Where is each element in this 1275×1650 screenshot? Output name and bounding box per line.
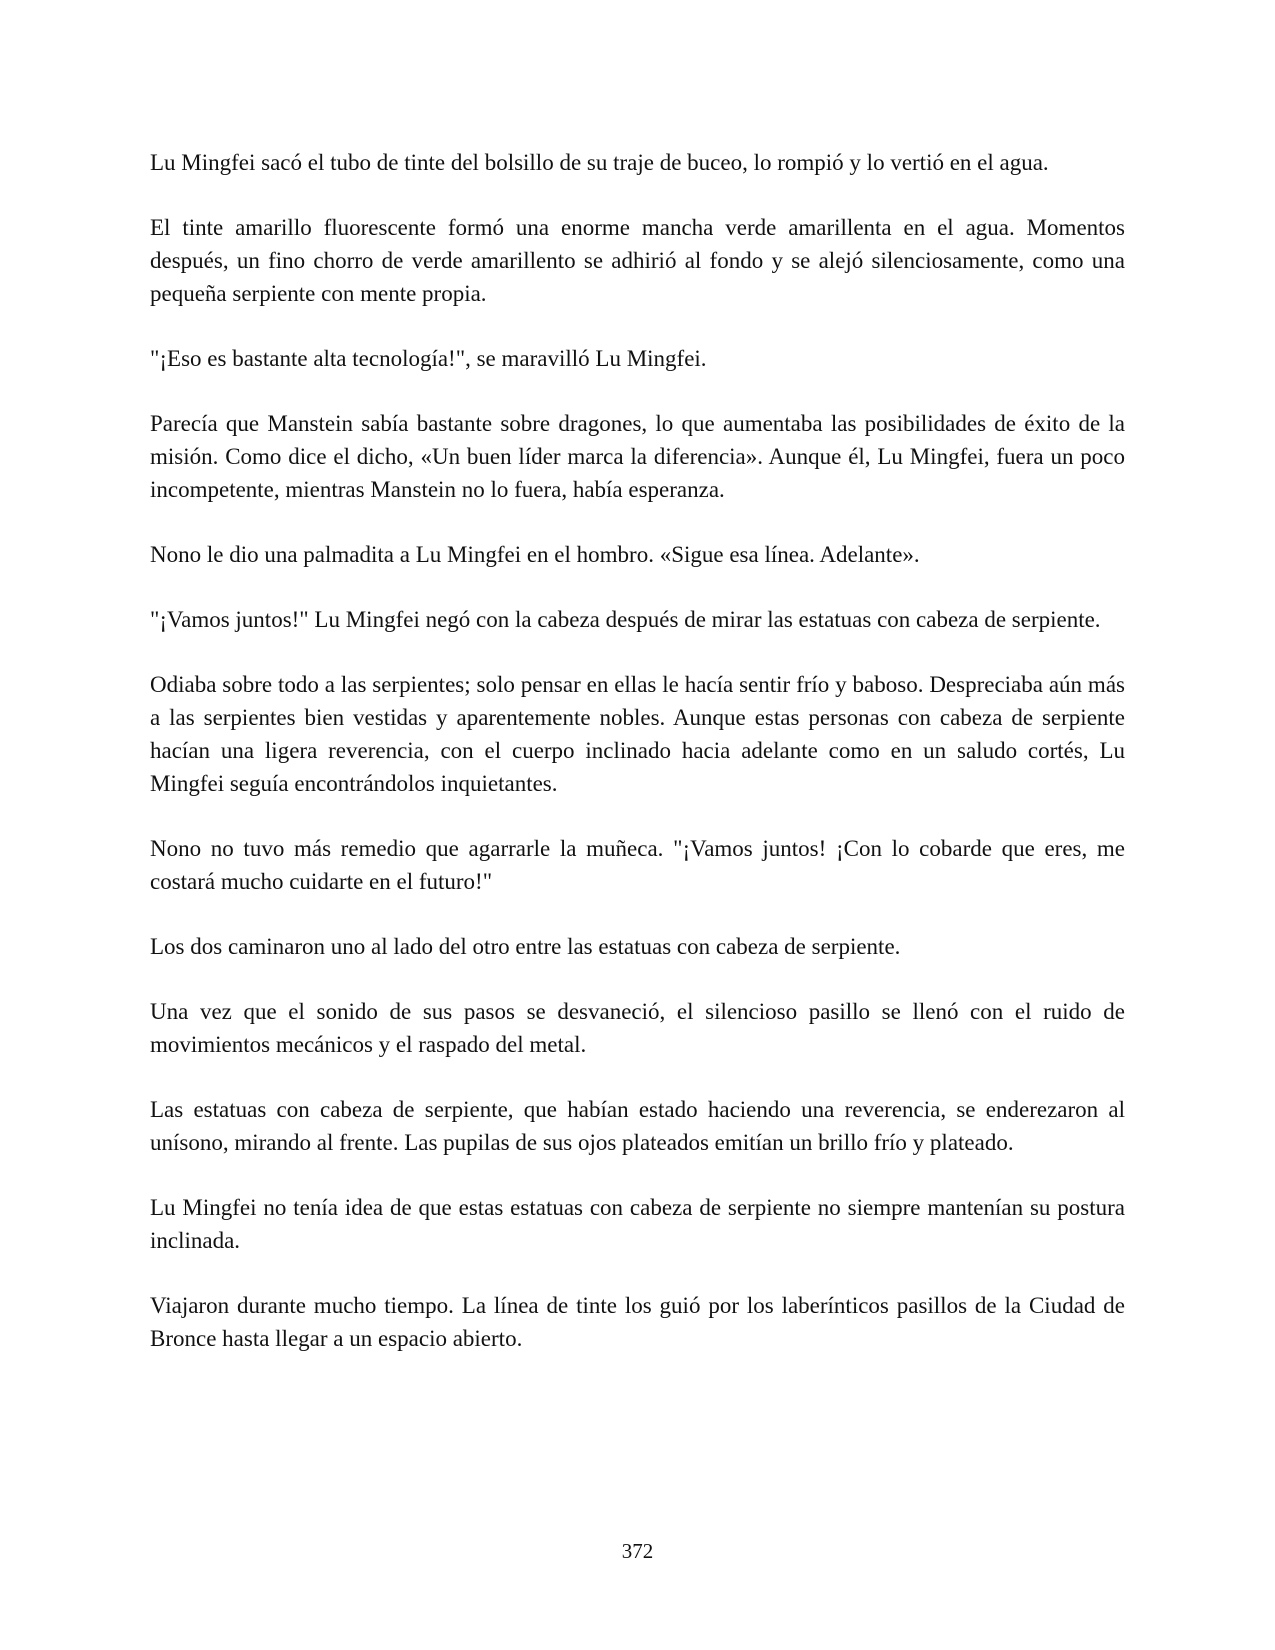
paragraph-13: Viajaron durante mucho tiempo. La línea de tinte los guió por los laberínticos pasillos de la Ciudad de Bronce hasta llegar a un espacio abierto. bbox=[150, 1293, 1125, 1351]
paragraph-1: Lu Mingfei sacó el tubo de tinte del bolsillo de su traje de buceo, lo rompió y lo vertió en el agua. bbox=[150, 150, 1049, 175]
paragraph-5: Nono le dio una palmadita a Lu Mingfei en el hombro. «Sigue esa línea. Adelante». bbox=[150, 542, 920, 567]
paragraph-3: "¡Eso es bastante alta tecnología!", se maravilló Lu Mingfei. bbox=[150, 346, 707, 371]
paragraph-8: Nono no tuvo más remedio que agarrarle la muñeca. "¡Vamos juntos! ¡Con lo cobarde que eres, me costará mucho cuidarte en el futuro!" bbox=[150, 836, 1125, 894]
page-number: 372 bbox=[621, 1539, 654, 1563]
paragraph-7: Odiaba sobre todo a las serpientes; solo pensar en ellas le hacía sentir frío y baboso. Despreciaba aún más a las serpientes bien vestidas y aparentemente nobles. Aunque estas personas con cabeza de serpiente hacían una ligera reverencia, con el cuerpo inclinado hacia adelante como en un saludo cortés, Lu Mingfei seguía encontrándolos inquietantes. bbox=[150, 672, 1125, 796]
paragraph-4: Parecía que Manstein sabía bastante sobre dragones, lo que aumentaba las posibilidades de éxito de la misión. Como dice el dicho, «Un buen líder marca la diferencia». Aunque él, Lu Mingfei, fuera un poco incompetente, mientras Manstein no lo fuera, había esperanza. bbox=[150, 411, 1125, 502]
paragraph-12: Lu Mingfei no tenía idea de que estas estatuas con cabeza de serpiente no siempre mantenían su postura inclinada. bbox=[150, 1195, 1125, 1253]
paragraph-10: Una vez que el sonido de sus pasos se desvaneció, el silencioso pasillo se llenó con el ruido de movimientos mecánicos y el raspado del metal. bbox=[150, 999, 1125, 1057]
paragraph-9: Los dos caminaron uno al lado del otro entre las estatuas con cabeza de serpiente. bbox=[150, 934, 901, 959]
body-text bbox=[150, 146, 1125, 1387]
paragraph-2: El tinte amarillo fluorescente formó una enorme mancha verde amarillenta en el agua. Momentos después, un fino chorro de verde amarillento se adhirió al fondo y se alejó silenciosamente, como una pequeña serpiente con mente propia. bbox=[150, 215, 1125, 306]
paragraph-6: "¡Vamos juntos!" Lu Mingfei negó con la cabeza después de mirar las estatuas con cabeza de serpiente. bbox=[150, 607, 1101, 632]
paragraph-11: Las estatuas con cabeza de serpiente, que habían estado haciendo una reverencia, se enderezaron al unísono, mirando al frente. Las pupilas de sus ojos plateados emitían un brillo frío y plateado. bbox=[150, 1097, 1125, 1155]
